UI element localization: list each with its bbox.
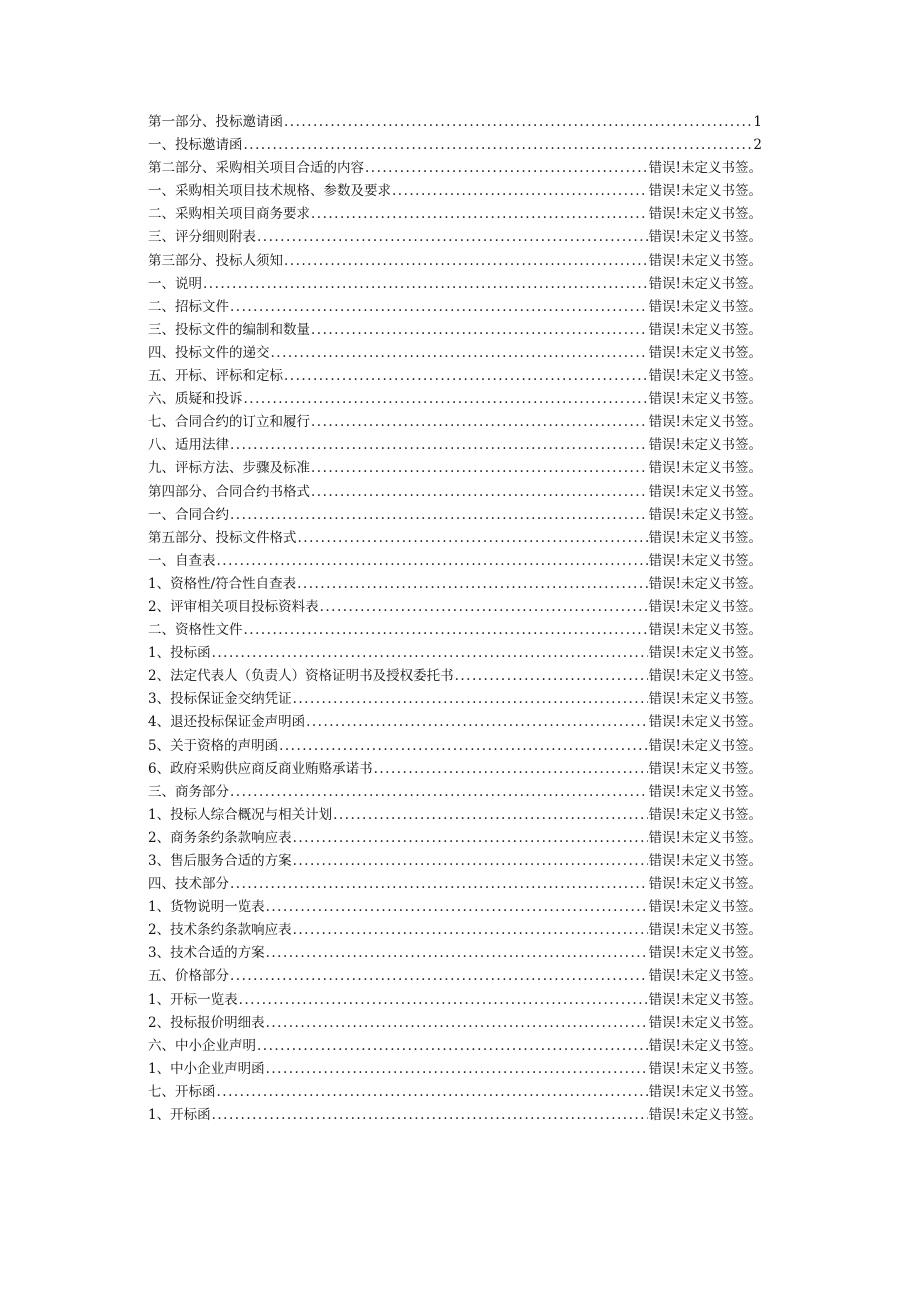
toc-entry[interactable] <box>148 180 762 203</box>
toc-dot-leader <box>365 157 648 180</box>
toc-entry[interactable] <box>148 527 762 550</box>
toc-entry[interactable] <box>148 735 762 758</box>
toc-dot-leader <box>266 942 648 965</box>
toc-entry-title: 一、投标邀请函 <box>148 137 243 154</box>
toc-entry-page: 错误!未定义书签。 <box>648 829 762 846</box>
toc-entry-page: 1 <box>753 114 762 130</box>
toc-entry[interactable] <box>148 1104 762 1127</box>
toc-entry[interactable] <box>148 273 762 296</box>
toc-entry-page: 错误!未定义书签。 <box>648 344 762 361</box>
toc-entry[interactable] <box>148 457 762 480</box>
toc-entry[interactable] <box>148 758 762 781</box>
toc-entry-title: 三、商务部分 <box>148 783 229 800</box>
toc-entry-page: 错误!未定义书签。 <box>648 368 762 385</box>
toc-entry-page: 错误!未定义书签。 <box>648 437 762 454</box>
toc-dot-leader <box>230 781 648 804</box>
table-of-contents <box>148 111 762 1127</box>
toc-dot-leader <box>257 1035 648 1058</box>
toc-entry[interactable] <box>148 481 762 504</box>
toc-entry-page: 错误!未定义书签。 <box>648 160 762 177</box>
toc-entry-page: 错误!未定义书签。 <box>648 1083 762 1100</box>
toc-entry-page: 错误!未定义书签。 <box>648 229 762 246</box>
toc-dot-leader <box>311 411 648 434</box>
toc-entry[interactable] <box>148 688 762 711</box>
toc-entry[interactable] <box>148 896 762 919</box>
toc-dot-leader <box>217 550 648 573</box>
toc-dot-leader <box>230 873 648 896</box>
toc-entry[interactable] <box>148 1012 762 1035</box>
toc-entry[interactable] <box>148 850 762 873</box>
toc-entry[interactable] <box>148 434 762 457</box>
toc-entry[interactable] <box>148 573 762 596</box>
toc-entry-page: 错误!未定义书签。 <box>648 598 762 615</box>
toc-entry-title: 一、合同合约 <box>148 506 229 523</box>
toc-entry-page: 错误!未定义书签。 <box>648 414 762 431</box>
toc-entry[interactable] <box>148 319 762 342</box>
toc-entry-title: 3、投标保证金交纳凭证 <box>148 691 292 708</box>
toc-entry-page: 错误!未定义书签。 <box>648 552 762 569</box>
toc-entry-title: 1、投标函 <box>148 645 211 662</box>
toc-entry[interactable] <box>148 203 762 226</box>
toc-entry-page: 错误!未定义书签。 <box>648 252 762 269</box>
toc-dot-leader <box>257 226 648 249</box>
toc-entry-page: 错误!未定义书签。 <box>648 575 762 592</box>
toc-entry-page: 错误!未定义书签。 <box>648 506 762 523</box>
toc-entry-page: 错误!未定义书签。 <box>648 876 762 893</box>
toc-entry-title: 1、投标人综合概况与相关计划 <box>148 806 333 823</box>
toc-dot-leader <box>293 688 648 711</box>
toc-dot-leader <box>311 481 648 504</box>
toc-dot-leader <box>374 758 648 781</box>
toc-entry-page: 2 <box>753 137 762 154</box>
toc-entry[interactable] <box>148 134 762 157</box>
toc-entry-page: 错误!未定义书签。 <box>648 391 762 408</box>
toc-entry-title: 五、开标、评标和定标 <box>148 368 283 385</box>
toc-entry-title: 八、适用法律 <box>148 437 229 454</box>
toc-entry-page: 错误!未定义书签。 <box>648 298 762 315</box>
toc-entry-title: 二、资格性文件 <box>148 622 243 639</box>
toc-dot-leader <box>212 1104 648 1127</box>
toc-entry[interactable] <box>148 250 762 273</box>
toc-dot-leader <box>230 296 648 319</box>
toc-entry-page: 错误!未定义书签。 <box>648 460 762 477</box>
toc-entry-title: 5、关于资格的声明函 <box>148 737 279 754</box>
toc-entry-page: 错误!未定义书签。 <box>648 483 762 500</box>
toc-entry-page: 错误!未定义书签。 <box>648 760 762 777</box>
toc-entry-page: 错误!未定义书签。 <box>648 1107 762 1124</box>
toc-entry-page: 错误!未定义书签。 <box>648 922 762 939</box>
toc-entry-page: 错误!未定义书签。 <box>648 668 762 685</box>
toc-entry-title: 四、技术部分 <box>148 876 229 893</box>
toc-entry-page: 错误!未定义书签。 <box>648 899 762 916</box>
toc-entry-title: 二、招标文件 <box>148 298 229 315</box>
toc-entry-title: 1、货物说明一览表 <box>148 899 265 916</box>
toc-entry[interactable] <box>148 965 762 988</box>
toc-entry[interactable] <box>148 504 762 527</box>
toc-entry-page: 错误!未定义书签。 <box>648 691 762 708</box>
toc-entry-title: 4、退还投标保证金声明函 <box>148 714 306 731</box>
toc-dot-leader <box>244 619 648 642</box>
toc-dot-leader <box>320 596 648 619</box>
toc-dot-leader <box>266 1058 648 1081</box>
toc-entry-title: 四、投标文件的递交 <box>148 344 270 361</box>
toc-dot-leader <box>239 989 648 1012</box>
toc-entry-title: 一、自查表 <box>148 552 216 569</box>
toc-entry[interactable] <box>148 1035 762 1058</box>
toc-entry-title: 第四部分、合同合约书格式 <box>148 483 310 500</box>
toc-dot-leader <box>284 365 648 388</box>
toc-entry-title: 九、评标方法、步骤及标准 <box>148 460 310 477</box>
toc-entry-title: 六、中小企业声明 <box>148 1037 256 1054</box>
toc-entry-title: 2、法定代表人（负责人）资格证明书及授权委托书 <box>148 668 454 685</box>
toc-entry[interactable] <box>148 942 762 965</box>
toc-dot-leader <box>455 665 648 688</box>
toc-entry-page: 错误!未定义书签。 <box>648 1037 762 1054</box>
toc-entry[interactable] <box>148 550 762 573</box>
toc-entry-page: 错误!未定义书签。 <box>648 737 762 754</box>
toc-dot-leader <box>284 111 752 134</box>
toc-entry[interactable] <box>148 157 762 180</box>
toc-entry-page: 错误!未定义书签。 <box>648 853 762 869</box>
toc-dot-leader <box>284 250 648 273</box>
toc-dot-leader <box>311 319 648 342</box>
toc-entry-page: 错误!未定义书签。 <box>648 783 762 800</box>
toc-dot-leader <box>217 1081 648 1104</box>
toc-entry-page: 错误!未定义书签。 <box>648 991 762 1008</box>
toc-dot-leader <box>298 527 648 550</box>
toc-entry-page: 错误!未定义书签。 <box>648 529 762 546</box>
toc-entry-title: 1、开标一览表 <box>148 991 238 1008</box>
toc-entry[interactable] <box>148 411 762 434</box>
toc-entry-title: 3、售后服务合适的方案 <box>148 853 292 869</box>
toc-entry-title: 七、合同合约的订立和履行 <box>148 414 310 431</box>
toc-entry-title: 一、采购相关项目技术规格、参数及要求 <box>148 183 391 200</box>
toc-entry-page: 错误!未定义书签。 <box>648 622 762 639</box>
toc-entry-title: 1、资格性/符合性自查表 <box>148 575 297 592</box>
toc-dot-leader <box>293 919 648 942</box>
toc-entry-title: 2、投标报价明细表 <box>148 1014 265 1031</box>
toc-entry[interactable] <box>148 226 762 249</box>
toc-entry-title: 五、价格部分 <box>148 968 229 985</box>
toc-dot-leader <box>311 457 648 480</box>
toc-dot-leader <box>279 735 647 758</box>
toc-entry-title: 第二部分、采购相关项目合适的内容 <box>148 160 364 177</box>
toc-entry[interactable] <box>148 388 762 411</box>
toc-entry[interactable] <box>148 619 762 642</box>
toc-dot-leader <box>203 273 648 296</box>
toc-entry-page: 错误!未定义书签。 <box>648 806 762 823</box>
toc-entry-title: 第三部分、投标人须知 <box>148 252 283 269</box>
toc-entry[interactable] <box>148 642 762 665</box>
toc-dot-leader <box>311 203 648 226</box>
toc-dot-leader <box>293 827 648 850</box>
toc-entry-title: 六、质疑和投诉 <box>148 391 243 408</box>
toc-entry[interactable] <box>148 296 762 319</box>
toc-dot-leader <box>212 642 648 665</box>
toc-dot-leader <box>271 342 648 365</box>
toc-entry[interactable] <box>148 804 762 827</box>
toc-entry[interactable] <box>148 665 762 688</box>
toc-dot-leader <box>244 388 648 411</box>
toc-entry[interactable] <box>148 873 762 896</box>
toc-entry-page: 错误!未定义书签。 <box>648 968 762 985</box>
toc-dot-leader <box>230 965 648 988</box>
toc-entry[interactable] <box>148 1081 762 1104</box>
toc-dot-leader <box>244 134 753 157</box>
toc-entry-title: 第一部分、投标邀请函 <box>148 114 283 130</box>
toc-entry-title: 6、政府采购供应商反商业贿赂承诺书 <box>148 760 373 777</box>
toc-entry[interactable] <box>148 989 762 1012</box>
toc-entry-title: 1、开标函 <box>148 1107 211 1124</box>
toc-dot-leader <box>297 573 647 596</box>
toc-entry[interactable] <box>148 596 762 619</box>
toc-entry-page: 错误!未定义书签。 <box>648 1014 762 1031</box>
toc-dot-leader <box>293 850 648 873</box>
toc-entry[interactable] <box>148 365 762 388</box>
toc-entry[interactable] <box>148 827 762 850</box>
toc-entry[interactable] <box>148 919 762 942</box>
toc-entry-page: 错误!未定义书签。 <box>648 206 762 223</box>
toc-dot-leader <box>266 1012 648 1035</box>
toc-entry-title: 3、技术合适的方案 <box>148 945 265 962</box>
toc-entry-page: 错误!未定义书签。 <box>648 321 762 338</box>
toc-entry-title: 二、采购相关项目商务要求 <box>148 206 310 223</box>
toc-entry-title: 2、商务条约条款响应表 <box>148 829 292 846</box>
toc-entry[interactable] <box>148 111 762 134</box>
toc-entry[interactable] <box>148 342 762 365</box>
toc-entry-title: 三、投标文件的编制和数量 <box>148 321 310 338</box>
toc-dot-leader <box>306 711 647 734</box>
toc-entry-title: 2、技术条约条款响应表 <box>148 922 292 939</box>
toc-entry[interactable] <box>148 711 762 734</box>
toc-entry[interactable] <box>148 781 762 804</box>
toc-dot-leader <box>266 896 648 919</box>
toc-entry-title: 第五部分、投标文件格式 <box>148 529 297 546</box>
toc-entry-title: 一、说明 <box>148 275 202 292</box>
toc-entry-page: 错误!未定义书签。 <box>648 645 762 662</box>
toc-entry-title: 七、开标函 <box>148 1083 216 1100</box>
toc-entry-title: 三、评分细则附表 <box>148 229 256 246</box>
toc-dot-leader <box>392 180 648 203</box>
toc-entry-title: 2、评审相关项目投标资料表 <box>148 598 319 615</box>
toc-entry-page: 错误!未定义书签。 <box>648 275 762 292</box>
toc-entry-title: 1、中小企业声明函 <box>148 1060 265 1077</box>
toc-entry-page: 错误!未定义书签。 <box>648 1060 762 1077</box>
toc-entry-page: 错误!未定义书签。 <box>648 945 762 962</box>
toc-dot-leader <box>230 434 648 457</box>
toc-entry[interactable] <box>148 1058 762 1081</box>
toc-dot-leader <box>333 804 647 827</box>
toc-entry-page: 错误!未定义书签。 <box>648 714 762 731</box>
toc-dot-leader <box>230 504 648 527</box>
toc-entry-page: 错误!未定义书签。 <box>648 183 762 200</box>
